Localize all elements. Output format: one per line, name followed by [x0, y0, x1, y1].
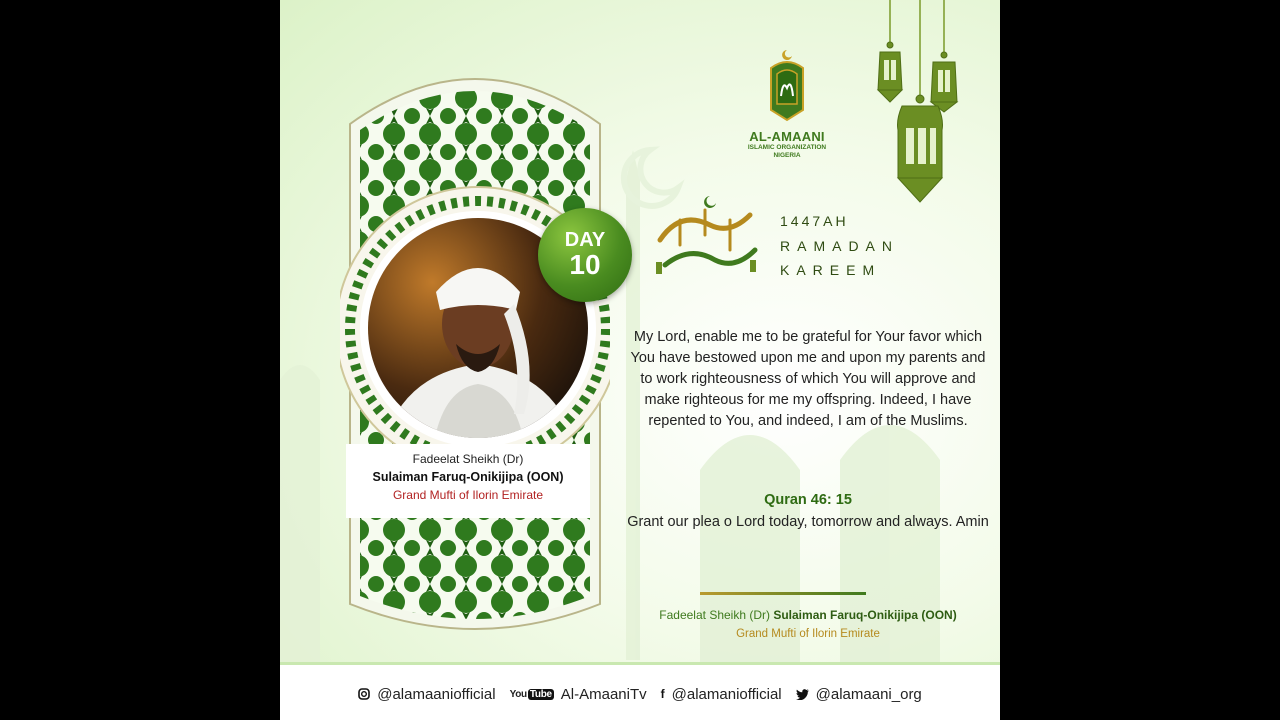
- social-youtube[interactable]: [510, 686, 647, 703]
- signature-honorific: Fadeelat Sheikh (Dr): [659, 608, 770, 622]
- youtube-icon: You Tube: [509, 688, 552, 700]
- day-label: DAY: [564, 229, 606, 251]
- social-instagram[interactable]: [358, 686, 495, 703]
- instagram-handle[interactable]: @alamaaniofficial: [377, 685, 496, 703]
- portrait-name-card: [346, 444, 590, 518]
- brand-name: AL-AMAANI: [749, 129, 825, 144]
- social-twitter[interactable]: [796, 686, 922, 703]
- facebook-icon: f: [660, 687, 665, 701]
- brand-subtitle-1: ISLAMIC ORGANIZATION: [747, 144, 827, 151]
- youtube-handle[interactable]: Al-AmaaniTv: [560, 685, 647, 703]
- greeting-line-2: KAREEM: [780, 262, 882, 278]
- brand-subtitle-2: NIGERIA: [773, 152, 801, 159]
- facebook-handle[interactable]: @alamaniofficial: [671, 685, 782, 703]
- card-title: Grand Mufti of Ilorin Emirate: [392, 488, 544, 502]
- signature-name: Sulaiman Faruq-Onikijipa (OON): [773, 608, 957, 622]
- social-facebook[interactable]: [661, 686, 782, 703]
- signature-divider: [700, 592, 866, 595]
- hanging-lanterns-icon: [872, 0, 992, 210]
- day-number: 10: [569, 249, 601, 280]
- hijri-year: 1447AH: [780, 213, 849, 229]
- ramadan-calligraphy-icon: [650, 190, 770, 290]
- plea-text: Grant our plea o Lord today, tomorrow and always. Amin: [627, 514, 989, 530]
- signature-title: Grand Mufti of Ilorin Emirate: [736, 628, 880, 640]
- day-badge: [538, 208, 632, 302]
- prayer-text: My Lord, enable me to be grateful for Your favor which You have bestowed upon me and upon my parents and to work righteousness of which You will approve and make righteous for me my offspring. Indeed, I have repented to You, and indeed, I am of the Muslims.: [630, 329, 986, 429]
- card-honorific: Fadeelat Sheikh (Dr): [412, 452, 524, 466]
- signature-line: [600, 608, 1000, 622]
- ramadan-poster: [280, 0, 1000, 720]
- card-name: Sulaiman Faruq-Onikijipa (OON): [372, 470, 564, 484]
- quran-reference: Quran 46: 15: [764, 492, 852, 508]
- al-amaani-logo: [742, 48, 832, 160]
- greeting-line-1: RAMADAN: [780, 238, 900, 254]
- twitter-handle[interactable]: @alamaani_org: [815, 685, 922, 703]
- mosque-lantern-crest-icon: [765, 48, 809, 122]
- social-footer: [280, 662, 1000, 720]
- twitter-icon: [796, 689, 809, 700]
- instagram-icon: [358, 688, 370, 700]
